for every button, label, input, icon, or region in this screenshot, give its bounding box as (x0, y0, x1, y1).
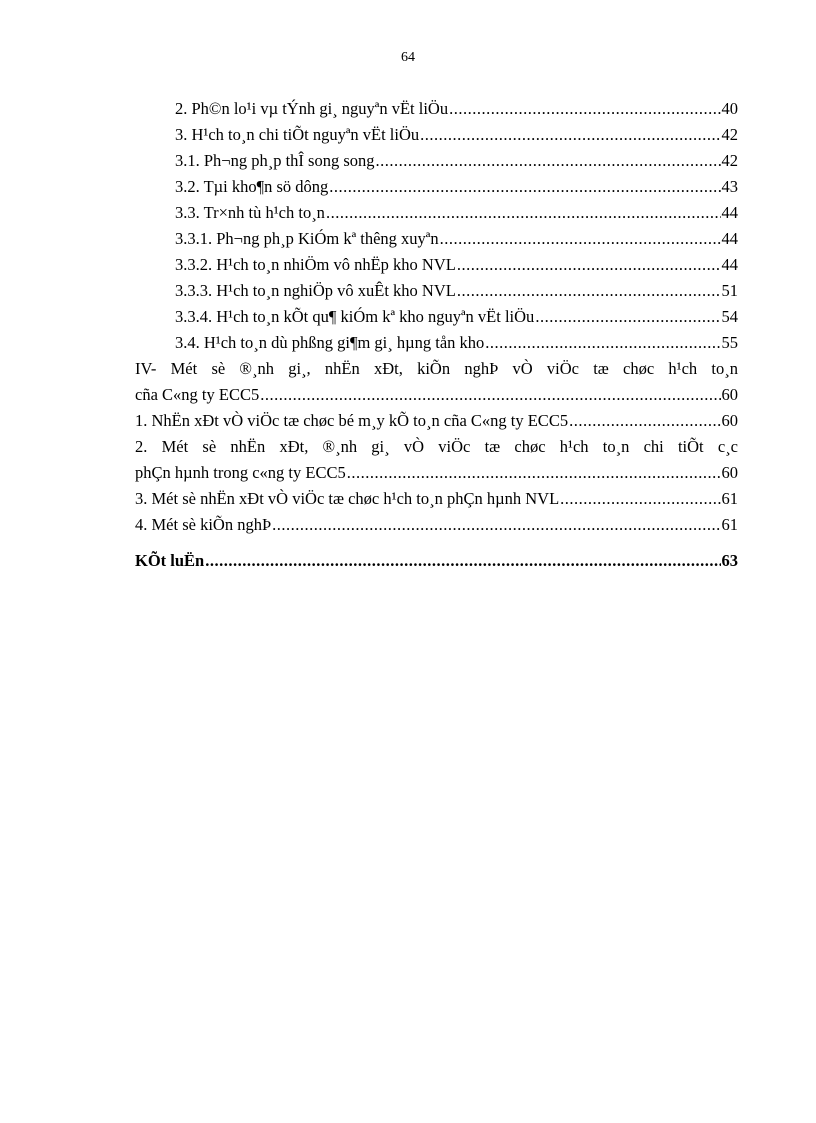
toc-conclusion-label: KÕt luËn (135, 551, 205, 570)
toc-entry-label: 2. Ph©n lo¹i vµ tÝnh gi¸ nguyªn vËt liÖu (175, 99, 449, 118)
toc-entry-label: 3.3.2. H¹ch to¸n nhiÖm vô nhËp kho NVL (175, 255, 456, 274)
leader-dots (260, 382, 720, 408)
leader-dots (326, 200, 721, 226)
toc-entry-page: 44 (721, 255, 738, 274)
leader-dots (329, 174, 720, 200)
toc-item-2[interactable] (135, 434, 738, 486)
leader-dots (449, 96, 720, 122)
toc-entry-label: 3.3. Tr×nh tù h¹ch to¸n (175, 203, 325, 222)
toc-entry-label: 3.1. Ph¬ng ph¸p thÎ song song (175, 151, 375, 170)
toc-section-iv-line1: IV- Mét sè ®¸nh gi¸, nhËn xÐt, kiÕn nghÞ vÒ viÖc tæ chøc h¹ch to¸n (135, 359, 738, 378)
toc-item-2-line1: 2. Mét sè nhËn xÐt, ®¸nh gi¸ vÒ viÖc tæ chøc h¹ch to¸n chi tiÕt c¸c (135, 437, 738, 456)
spacer (135, 538, 738, 548)
leader-dots (457, 278, 721, 304)
toc-entry-page: 55 (721, 333, 738, 352)
toc-entry[interactable] (135, 304, 738, 330)
toc-entry-label: 3. H¹ch to¸n chi tiÕt nguyªn vËt liÖu (175, 125, 420, 144)
leader-dots (420, 122, 720, 148)
toc-entry-page: 42 (721, 125, 738, 144)
toc-entry[interactable] (135, 486, 738, 512)
toc-entry-label: 4. Mét sè kiÕn nghÞ (135, 515, 272, 534)
toc-entry[interactable] (135, 200, 738, 226)
toc-entry-page: 60 (721, 385, 738, 404)
toc-entry[interactable] (135, 226, 738, 252)
leader-dots (347, 460, 721, 486)
toc-entry-label: 3.4. H¹ch to¸n dù phßng gi¶m gi¸ hµng tån kho (175, 333, 485, 352)
toc-section-iv-line2: cña C«ng ty ECC5 (135, 385, 260, 404)
toc-entry[interactable] (135, 122, 738, 148)
toc-entry-label: 3.3.1. Ph¬ng ph¸p KiÓm kª thêng xuyªn (175, 229, 439, 248)
leader-dots (440, 226, 721, 252)
toc-entry[interactable] (135, 278, 738, 304)
toc-entry[interactable] (135, 330, 738, 356)
toc-entry-page: 42 (721, 151, 738, 170)
toc-entry-label: 3.2. Tµi kho¶n sö dông (175, 177, 329, 196)
toc-item-2-line2-row (135, 460, 738, 486)
toc-entry-page: 61 (721, 515, 738, 534)
toc-entry-label: 3.3.4. H¹ch to¸n kÕt qu¶ kiÓm kª kho nguyªn vËt liÖu (175, 307, 535, 326)
toc-entry-page: 44 (721, 229, 738, 248)
toc-entry-page: 43 (721, 177, 738, 196)
toc-entry[interactable] (135, 252, 738, 278)
toc-entry[interactable] (135, 512, 738, 538)
toc-entry-page: 44 (721, 203, 738, 222)
toc-entry-page: 54 (721, 307, 738, 326)
leader-dots (457, 252, 721, 278)
toc-entry-page: 61 (721, 489, 738, 508)
leader-dots (376, 148, 721, 174)
toc-conclusion[interactable] (135, 548, 738, 574)
toc-entry[interactable] (135, 174, 738, 200)
leader-dots (272, 512, 720, 538)
page-number: 64 (401, 50, 415, 65)
leader-dots (569, 408, 720, 434)
leader-dots (205, 548, 720, 574)
toc-entry-label: 3.3.3. H¹ch to¸n nghiÖp vô xuÊt kho NVL (175, 281, 456, 300)
toc-entry[interactable] (135, 148, 738, 174)
toc-entry-page: 51 (721, 281, 738, 300)
toc-section-iv-line2-row (135, 382, 738, 408)
toc-entry-label: 3. Mét sè nhËn xÐt vÒ viÖc tæ chøc h¹ch to¸n phÇn hµnh NVL (135, 489, 560, 508)
leader-dots (485, 330, 720, 356)
leader-dots (535, 304, 720, 330)
leader-dots (560, 486, 720, 512)
table-of-contents (135, 96, 738, 574)
toc-conclusion-page: 63 (721, 551, 738, 570)
toc-entry-page: 40 (721, 99, 738, 118)
toc-entry-page: 60 (721, 411, 738, 430)
toc-entry[interactable] (135, 408, 738, 434)
toc-entry-page: 60 (721, 463, 738, 482)
toc-entry[interactable] (135, 96, 738, 122)
toc-item-2-line2: phÇn hµnh trong c«ng ty ECC5 (135, 463, 346, 482)
toc-section-iv[interactable] (135, 356, 738, 408)
toc-entry-label: 1. NhËn xÐt vÒ viÖc tæ chøc bé m¸y kÕ to¸n cña C«ng ty ECC5 (135, 411, 569, 430)
